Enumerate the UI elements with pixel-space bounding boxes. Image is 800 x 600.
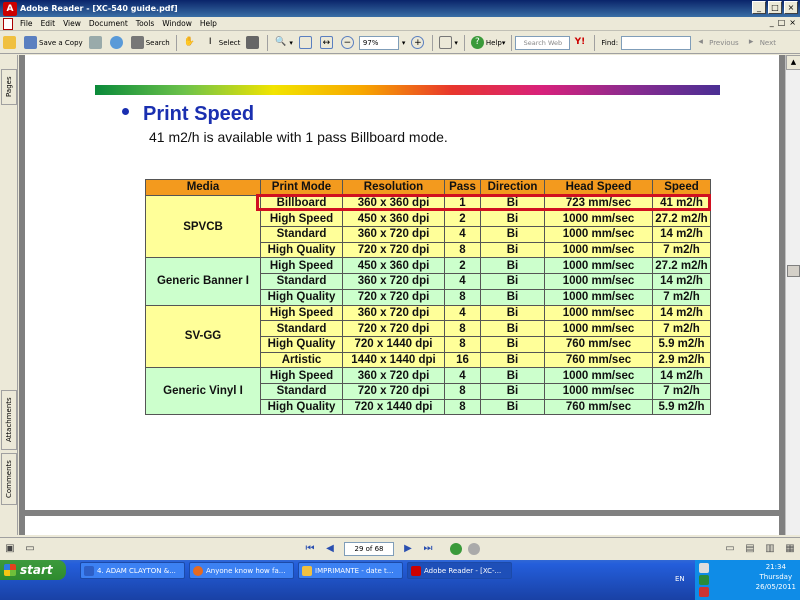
page-heading — [122, 103, 254, 126]
help-icon: ? — [471, 36, 484, 49]
table-cell: Bi — [481, 195, 545, 211]
table-cell: Bi — [481, 321, 545, 337]
table-cell: 360 x 720 dpi — [343, 305, 445, 321]
media-cell: SPVCB — [146, 195, 261, 258]
table-cell: Bi — [481, 211, 545, 227]
table-cell: High Quality — [261, 336, 343, 352]
help-label: Help — [485, 38, 502, 47]
table-cell: 1000 mm/sec — [545, 227, 653, 243]
table-cell: 720 x 720 dpi — [343, 321, 445, 337]
table-cell: 1000 mm/sec — [545, 383, 653, 399]
search-web-input[interactable]: Search Web — [515, 36, 570, 50]
table-cell: 27.2 m2/h — [653, 258, 711, 274]
column-header: Direction — [481, 180, 545, 196]
table-cell: 1440 x 1440 dpi — [343, 352, 445, 368]
start-label: start — [20, 563, 53, 577]
doc-close-button[interactable]: × — [789, 18, 796, 27]
table-cell: 1000 mm/sec — [545, 321, 653, 337]
toolbar — [0, 32, 800, 54]
table-cell: 1000 mm/sec — [545, 289, 653, 305]
print-speed-table — [145, 179, 711, 415]
snapshot-button[interactable] — [243, 34, 264, 52]
table-cell: 4 — [445, 274, 481, 290]
scroll-thumb[interactable] — [787, 265, 800, 277]
table-cell: Standard — [261, 383, 343, 399]
next-page-button[interactable]: ▶ — [404, 542, 412, 554]
language-indicator[interactable]: EN — [675, 575, 685, 583]
table-cell: Bi — [481, 368, 545, 384]
task-word[interactable] — [80, 562, 185, 579]
table-cell: 450 x 360 dpi — [343, 258, 445, 274]
zoom-tool-button[interactable]: 🔍 ▾ — [275, 37, 293, 47]
open-button[interactable] — [0, 34, 21, 52]
print-icon — [89, 36, 102, 49]
previous-page-button[interactable]: ◀ — [326, 542, 334, 554]
table-cell: 720 x 720 dpi — [343, 383, 445, 399]
menu-file[interactable]: File — [20, 19, 33, 28]
system-tray — [675, 560, 800, 600]
table-body — [146, 195, 711, 415]
task-adobe-reader[interactable] — [407, 562, 512, 579]
table-cell: 1000 mm/sec — [545, 305, 653, 321]
table-cell: 7 m2/h — [653, 321, 711, 337]
table-cell: 14 m2/h — [653, 305, 711, 321]
toolbar-separator — [267, 35, 268, 51]
table-cell: Bi — [481, 336, 545, 352]
hand-tool-button[interactable] — [180, 34, 201, 52]
table-header-row — [146, 180, 711, 196]
window-title: Adobe Reader - [XC-540 guide.pdf] — [20, 4, 178, 13]
table-cell: 27.2 m2/h — [653, 211, 711, 227]
task-firefox[interactable] — [189, 562, 294, 579]
table-cell: 1000 mm/sec — [545, 211, 653, 227]
find-next-button[interactable] — [742, 34, 779, 52]
table-cell: Standard — [261, 321, 343, 337]
table-cell: 2 — [445, 211, 481, 227]
table-cell: Bi — [481, 352, 545, 368]
page-number-field[interactable]: 29 of 68 — [344, 542, 394, 556]
clock-time: 21:34 — [765, 563, 786, 571]
table-cell: 8 — [445, 242, 481, 258]
table-cell: Bi — [481, 383, 545, 399]
task-label: IMPRIMANTE - date t... — [315, 566, 394, 575]
search-button[interactable] — [128, 34, 173, 52]
table-cell: 41 m2/h — [653, 195, 711, 211]
table-cell: 2.9 m2/h — [653, 352, 711, 368]
status-bar — [0, 537, 800, 559]
firefox-icon — [193, 566, 203, 576]
continuous-icon[interactable]: ▤ — [745, 542, 755, 554]
select-tool-button[interactable] — [201, 34, 244, 52]
table-cell: 1 — [445, 195, 481, 211]
find-input[interactable] — [621, 36, 691, 50]
table-cell: 7 m2/h — [653, 289, 711, 305]
table-cell: High Speed — [261, 258, 343, 274]
table-cell: 723 mm/sec — [545, 195, 653, 211]
first-page-button[interactable]: ⏮ — [305, 542, 315, 554]
help-button[interactable]: ? Help ▾ — [468, 34, 508, 52]
plus-icon: + — [411, 36, 424, 49]
find-label: Find: — [601, 38, 619, 47]
navigation-panel — [0, 55, 18, 535]
previous-icon: ◂ — [698, 37, 703, 47]
column-header: Pass — [445, 180, 481, 196]
column-header: Media — [146, 180, 261, 196]
task-label: Anyone know how fa... — [206, 566, 286, 575]
go-forward-icon[interactable] — [468, 543, 480, 555]
table-cell: 7 m2/h — [653, 242, 711, 258]
table-cell: Bi — [481, 399, 545, 415]
next-pdf-page — [25, 516, 779, 535]
comments-tab[interactable]: Comments — [1, 453, 17, 505]
window-controls — [752, 1, 798, 14]
toolbar-separator — [464, 35, 465, 51]
column-header: Speed — [653, 180, 711, 196]
menu-help[interactable]: Help — [199, 19, 217, 28]
table-cell: Bi — [481, 242, 545, 258]
table-cell: High Speed — [261, 211, 343, 227]
table-cell: 8 — [445, 383, 481, 399]
adobe-icon: A — [3, 2, 17, 16]
page-layout-icon — [439, 36, 452, 49]
magnifier-icon: 🔍 — [275, 37, 287, 47]
clock-date: 26/05/2011 — [755, 583, 796, 591]
page-icon[interactable]: ▭ — [25, 542, 35, 554]
document-icon[interactable] — [3, 18, 13, 30]
camera-icon — [246, 36, 259, 49]
title-bar — [0, 0, 800, 17]
table-cell: 1000 mm/sec — [545, 242, 653, 258]
save-copy-label: Save a Copy — [39, 38, 83, 47]
table-cell: High Speed — [261, 368, 343, 384]
table-cell: 450 x 360 dpi — [343, 211, 445, 227]
table-cell: 4 — [445, 227, 481, 243]
next-icon: ▸ — [748, 37, 754, 47]
adobe-icon — [411, 566, 421, 576]
fit-width-icon: ↔ — [320, 36, 333, 49]
clock-day: Thursday — [759, 573, 793, 581]
binoculars-icon — [131, 36, 144, 49]
table-cell: 8 — [445, 336, 481, 352]
table-cell: 14 m2/h — [653, 274, 711, 290]
table-cell: 720 x 720 dpi — [343, 289, 445, 305]
folder-icon — [302, 566, 312, 576]
facing-icon[interactable]: ▥ — [765, 542, 775, 554]
word-icon — [84, 566, 94, 576]
menu-bar — [0, 17, 800, 31]
windows-logo-icon — [4, 564, 16, 576]
table-cell: 14 m2/h — [653, 368, 711, 384]
table-cell: 8 — [445, 289, 481, 305]
table-cell: Standard — [261, 227, 343, 243]
column-header: Print Mode — [261, 180, 343, 196]
page-subline: 41 m2/h is available with 1 pass Billboard mode. — [149, 129, 448, 145]
table-cell: 8 — [445, 321, 481, 337]
menu-window[interactable]: Window — [162, 19, 192, 28]
zoom-out-button[interactable] — [338, 34, 359, 52]
table-cell: 760 mm/sec — [545, 352, 653, 368]
taskbar — [0, 560, 800, 600]
table-cell: High Speed — [261, 305, 343, 321]
select-label: Select — [218, 38, 241, 47]
save-copy-button[interactable] — [21, 34, 86, 52]
minimize-button[interactable]: _ — [752, 1, 766, 14]
table-cell: 14 m2/h — [653, 227, 711, 243]
document-area[interactable] — [19, 55, 785, 535]
menu-document[interactable]: Document — [88, 19, 128, 28]
table-cell: High Quality — [261, 242, 343, 258]
table-cell: 4 — [445, 305, 481, 321]
table-row — [146, 305, 711, 321]
table-cell: Billboard — [261, 195, 343, 211]
menu-tools[interactable]: Tools — [135, 19, 155, 28]
table-cell: Bi — [481, 305, 545, 321]
column-header: Head Speed — [545, 180, 653, 196]
bullet-icon — [122, 108, 129, 115]
table-cell: 360 x 720 dpi — [343, 368, 445, 384]
clock[interactable] — [756, 562, 796, 592]
page-layout-button[interactable]: ▾ — [436, 34, 461, 52]
table-cell: Bi — [481, 258, 545, 274]
last-page-button[interactable]: ⏭ — [423, 542, 433, 554]
save-icon — [24, 36, 37, 49]
network-icon[interactable] — [699, 563, 709, 573]
maximize-button[interactable]: □ — [768, 1, 782, 14]
vertical-scrollbar[interactable] — [785, 55, 800, 535]
search-label: Search — [145, 38, 170, 47]
table-cell: 760 mm/sec — [545, 336, 653, 352]
table-row — [146, 368, 711, 384]
print-button[interactable] — [86, 34, 107, 52]
table-cell: Standard — [261, 274, 343, 290]
table-cell: 1000 mm/sec — [545, 258, 653, 274]
next-label: Next — [759, 38, 776, 47]
menu-edit[interactable]: Edit — [40, 19, 56, 28]
table-cell: 360 x 360 dpi — [343, 195, 445, 211]
table-cell: Bi — [481, 289, 545, 305]
table-cell: Bi — [481, 274, 545, 290]
table-cell: 7 m2/h — [653, 383, 711, 399]
close-button[interactable]: × — [784, 1, 798, 14]
media-cell: Generic Vinyl I — [146, 368, 261, 415]
fit-width-button[interactable] — [317, 34, 338, 52]
table-cell: 4 — [445, 368, 481, 384]
zoom-level-field[interactable]: 97% — [359, 36, 399, 50]
minus-icon: − — [341, 36, 354, 49]
table-cell: Artistic — [261, 352, 343, 368]
yahoo-icon: Y! — [574, 37, 586, 47]
find-previous-button[interactable] — [691, 34, 742, 52]
media-cell: SV-GG — [146, 305, 261, 368]
table-cell: 360 x 720 dpi — [343, 227, 445, 243]
pdf-page — [25, 55, 779, 510]
scroll-up-arrow[interactable]: ▲ — [786, 55, 800, 70]
layout-icon[interactable]: ▣ — [5, 542, 15, 554]
folder-icon — [3, 36, 16, 49]
previous-label: Previous — [709, 38, 739, 47]
table-cell: 720 x 1440 dpi — [343, 336, 445, 352]
table-cell: 760 mm/sec — [545, 399, 653, 415]
table-row — [146, 195, 711, 211]
document-controls — [770, 18, 796, 27]
pages-tab[interactable]: Pages — [1, 69, 17, 105]
table-cell: 2 — [445, 258, 481, 274]
fit-page-icon — [299, 36, 312, 49]
go-back-icon[interactable] — [450, 543, 462, 555]
fit-page-button[interactable] — [296, 34, 317, 52]
table-cell: High Quality — [261, 399, 343, 415]
toolbar-separator — [594, 35, 595, 51]
email-button[interactable] — [107, 34, 128, 52]
task-label: Adobe Reader - [XC-... — [424, 566, 502, 575]
table-cell: 1000 mm/sec — [545, 274, 653, 290]
heading-text: Print Speed — [143, 103, 255, 125]
alert-icon[interactable] — [699, 587, 709, 597]
toolbar-separator — [511, 35, 512, 51]
table-cell: 720 x 720 dpi — [343, 242, 445, 258]
task-folder[interactable] — [298, 562, 403, 579]
media-cell: Generic Banner I — [146, 258, 261, 305]
table-cell: 360 x 720 dpi — [343, 274, 445, 290]
toolbar-separator — [432, 35, 433, 51]
table-cell: Bi — [481, 227, 545, 243]
continuous-facing-icon[interactable]: ▦ — [785, 542, 795, 554]
doc-minimize-button[interactable]: _ — [769, 18, 774, 27]
table-cell: 720 x 1440 dpi — [343, 399, 445, 415]
hand-icon: ✋ — [183, 37, 195, 47]
table-cell: 5.9 m2/h — [653, 399, 711, 415]
column-header: Resolution — [343, 180, 445, 196]
security-icon[interactable] — [699, 575, 709, 585]
attachments-tab[interactable]: Attachments — [1, 390, 17, 450]
start-button[interactable] — [0, 560, 66, 580]
email-icon — [110, 36, 123, 49]
toolbar-separator — [176, 35, 177, 51]
table-cell: 8 — [445, 399, 481, 415]
text-cursor-icon: I — [208, 37, 212, 47]
zoom-dropdown[interactable]: ▾ — [401, 38, 406, 47]
table-cell: 5.9 m2/h — [653, 336, 711, 352]
rainbow-bar — [95, 85, 720, 95]
menu-view[interactable]: View — [63, 19, 81, 28]
task-label: 4. ADAM CLAYTON &... — [97, 566, 176, 575]
table-cell: 1000 mm/sec — [545, 368, 653, 384]
single-page-icon[interactable]: ▭ — [725, 542, 735, 554]
table-cell: 16 — [445, 352, 481, 368]
table-row — [146, 258, 711, 274]
yahoo-button[interactable] — [570, 34, 591, 52]
zoom-in-button[interactable] — [408, 34, 429, 52]
table-cell: High Quality — [261, 289, 343, 305]
doc-restore-button[interactable]: □ — [777, 18, 786, 27]
